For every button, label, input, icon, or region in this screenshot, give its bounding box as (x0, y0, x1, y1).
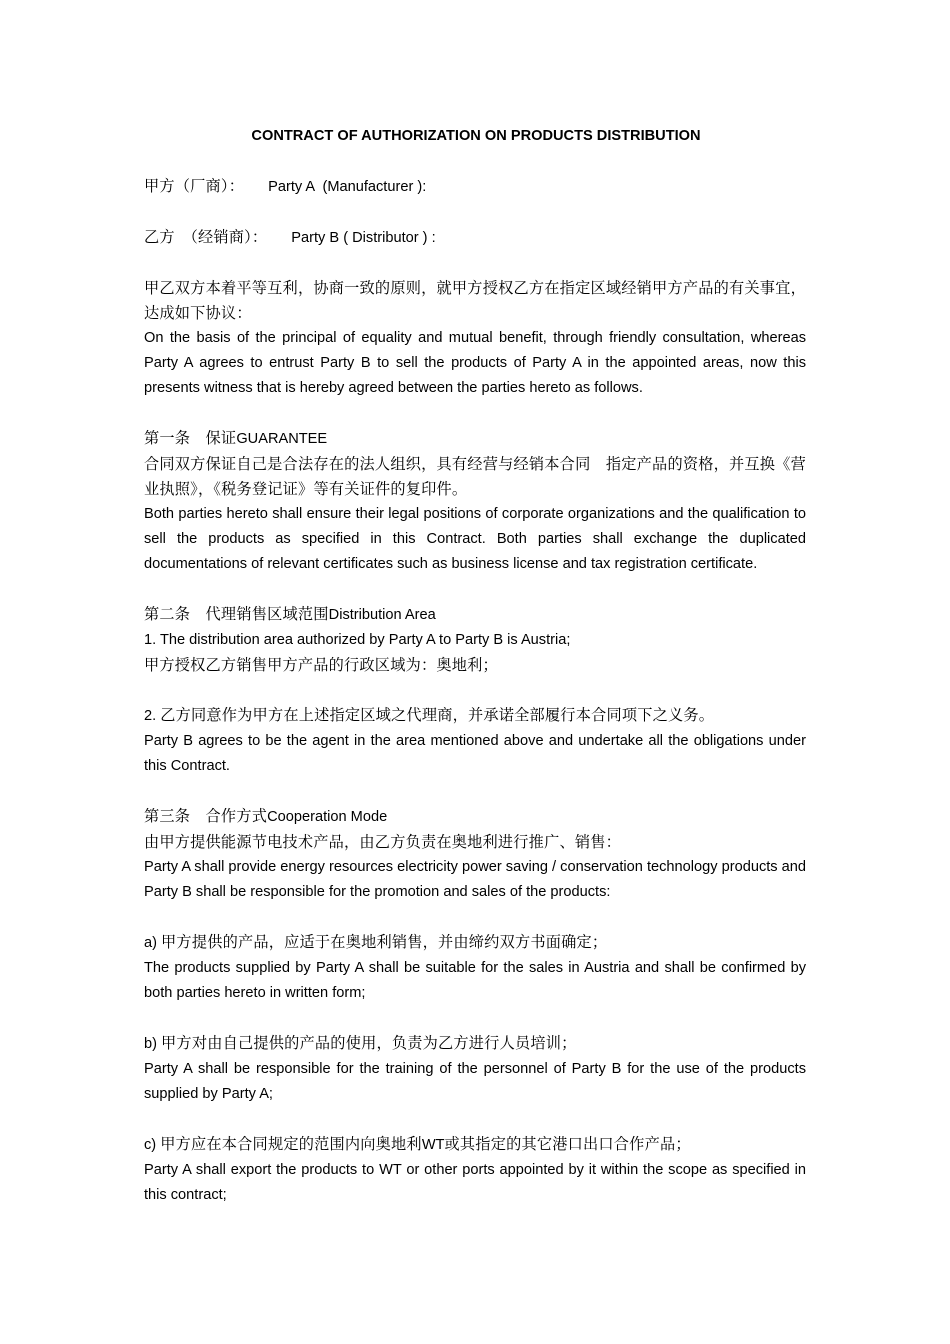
article3-item-b-zh: 甲方对由自己提供的产品的使用，负责为乙方进行人员培训； (161, 1034, 577, 1052)
article1-heading-en: GUARANTEE (236, 431, 328, 447)
article1-en: Both parties hereto shall ensure their legal positions of corporate organizations and the qualification to sell the products as specified in this Contract. Both parties shall exchange the duplicated documentations of relevant certificates such as business license and tax registration certificate. (144, 506, 806, 572)
article2-item1-en: 1. The distribution area authorized by Party A to Party B is Austria; (144, 632, 571, 648)
article2-heading-zh: 第二条 代理销售区域范围 (144, 605, 329, 623)
document-title: CONTRACT OF AUTHORIZATION ON PRODUCTS DISTRIBUTION (251, 128, 701, 144)
article3-item-b-label: b) (144, 1036, 157, 1052)
article3-item-c-zh-tail: 或其指定的其它港口出口合作产品； (444, 1135, 691, 1153)
article3-heading-en: Cooperation Mode (267, 809, 388, 825)
article3-item-c-en: Party A shall export the products to WT or other ports appointed by it within the scope as specified in this contract; (144, 1162, 806, 1203)
article3-item-a-zh: 甲方提供的产品，应适于在奥地利销售，并由缔约双方书面确定； (161, 933, 608, 951)
article3-item-a-en: The products supplied by Party A shall be suitable for the sales in Austria and shall be confirmed by both parties hereto in written form; (144, 960, 806, 1001)
article2-item2-zh-line (144, 703, 806, 729)
document-body (144, 124, 806, 1208)
article3-item-b-zh-line (144, 1031, 806, 1057)
article2-item2-zh: 乙方同意作为甲方在上述指定区域之代理商，并承诺全部履行本合同项下之义务。 (160, 706, 715, 724)
article3-item-c-code: WT (421, 1137, 445, 1153)
article2-item1-zh: 甲方授权乙方销售甲方产品的行政区域为：奥地利； (144, 656, 498, 674)
party-a-zh: 甲方（厂商）： (144, 177, 245, 195)
article1-heading-zh: 第一条 保证 (144, 429, 237, 447)
article1-heading (144, 426, 806, 452)
article1-zh: 合同双方保证自己是合法存在的法人组织，具有经营与经销本合同 指定产品的资格，并互换《营业执照》，《税务登记证》等有关证件的复印件。 (144, 455, 806, 498)
article2-heading-en: Distribution Area (328, 607, 436, 623)
article3-item-a-zh-line (144, 930, 806, 956)
article3-intro-zh: 由甲方提供能源节电技术产品，由乙方负责在奥地利进行推广、销售： (144, 833, 622, 851)
article3-intro-en: Party A shall provide energy resources electricity power saving / conservation technology products and Party B shall be responsible for the promotion and sales of the products: (144, 859, 806, 900)
article3-item-c-label: c) (144, 1137, 157, 1153)
article2-heading (144, 602, 806, 628)
preamble-en: On the basis of the principal of equality and mutual benefit, through friendly consultation, whereas Party A agrees to entrust Party B to sell the products of Party A in the appointed areas, now this presents witness that is hereby agreed between the parties hereto as follows. (144, 330, 806, 396)
article3-item-c-zh: 甲方应在本合同规定的范围内向奥地利 (160, 1135, 422, 1153)
party-b-line (144, 225, 806, 251)
article3-item-c-zh-line (144, 1132, 806, 1158)
article2-item2-number: 2. (144, 708, 157, 724)
party-a-en: Party A (Manufacturer ): (268, 179, 427, 195)
article2-item2-en: Party B agrees to be the agent in the area mentioned above and undertake all the obligations under this Contract. (144, 733, 806, 774)
article3-heading-zh: 第三条 合作方式 (144, 807, 268, 825)
article3-item-b-en: Party A shall be responsible for the training of the personnel of Party B for the use of the products supplied by Party A; (144, 1061, 806, 1102)
preamble-zh: 甲乙双方本着平等互利，协商一致的原则，就甲方授权乙方在指定区域经销甲方产品的有关事宜，达成如下协议： (144, 279, 806, 322)
article3-heading (144, 804, 806, 830)
party-b-zh: 乙方 （经销商）： (144, 228, 268, 246)
party-a-line (144, 174, 806, 200)
party-b-en: Party B ( Distributor ) : (291, 230, 436, 246)
article3-item-a-label: a) (144, 935, 157, 951)
